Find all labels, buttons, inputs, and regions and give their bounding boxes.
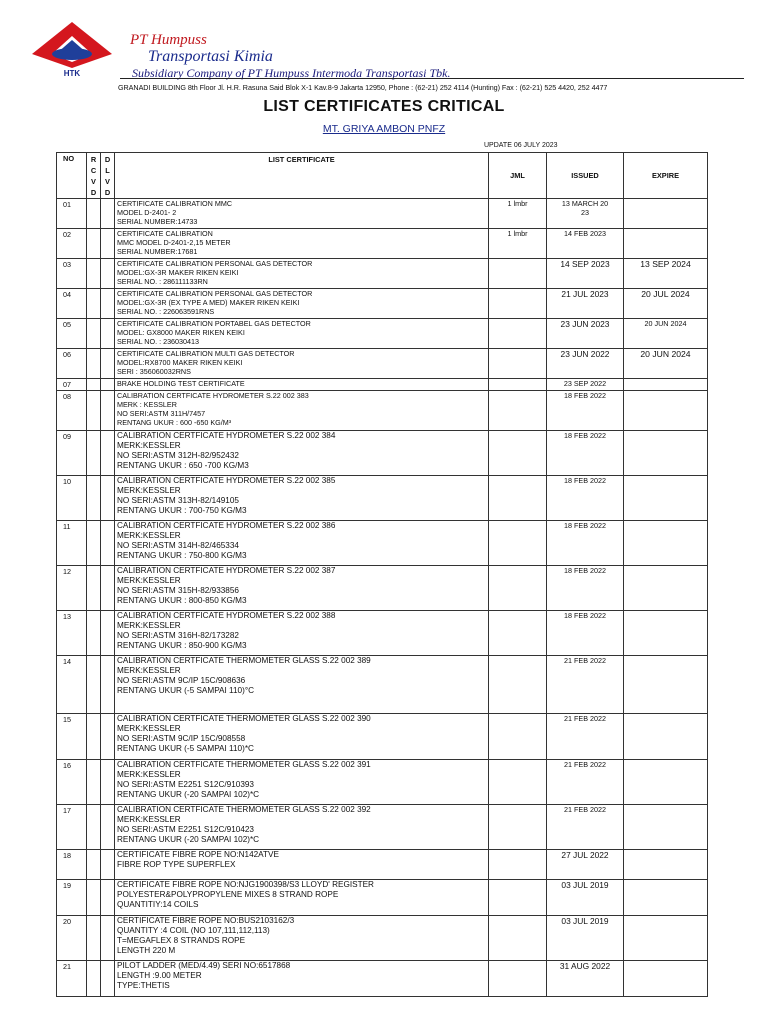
issued-date: 23 JUN 2023 bbox=[547, 319, 624, 349]
certificate-line: SERI : 356060032RNS bbox=[117, 367, 191, 376]
jml-cell bbox=[489, 379, 547, 391]
certificate-line: POLYESTER&POLYPROPYLENE MIXES 8 STRAND ROPE bbox=[117, 890, 339, 899]
dlvd-cell bbox=[101, 289, 115, 319]
certificate-line: CERTIFICATE FIBRE ROPE NO:NJG1900398/S3 LLOYD' REGISTER bbox=[117, 880, 374, 889]
table-row bbox=[57, 431, 708, 476]
row-number: 05 bbox=[57, 319, 87, 349]
table-row bbox=[57, 916, 708, 961]
rcvd-cell bbox=[87, 349, 101, 379]
row-number: 19 bbox=[57, 880, 87, 916]
certificate-line: SERIAL NO. : 286111133RN bbox=[117, 277, 208, 286]
certificate-description bbox=[115, 611, 489, 656]
jml-cell bbox=[489, 880, 547, 916]
rcvd-cell bbox=[87, 961, 101, 997]
dlvd-cell bbox=[101, 476, 115, 521]
expire-date bbox=[624, 714, 708, 760]
table-row bbox=[57, 289, 708, 319]
expire-date: 13 SEP 2024 bbox=[624, 259, 708, 289]
expire-date bbox=[624, 916, 708, 961]
issued-date: 14 FEB 2023 bbox=[547, 229, 624, 259]
rcvd-cell bbox=[87, 850, 101, 880]
rcvd-cell bbox=[87, 566, 101, 611]
issued-date: 18 FEB 2022 bbox=[547, 476, 624, 521]
expire-date bbox=[624, 961, 708, 997]
update-date: UPDATE 06 JULY 2023 bbox=[484, 142, 558, 149]
certificate-line: CERTIFICATE FIBRE ROPE NO:N142ATVE bbox=[117, 850, 279, 859]
row-number: 01 bbox=[57, 199, 87, 229]
certificate-line: CALIBRATION CERTFICATE HYDROMETER S.22 002 385 bbox=[117, 476, 336, 485]
jml-cell bbox=[489, 805, 547, 850]
jml-cell bbox=[489, 289, 547, 319]
certificate-line: NO SERI:ASTM E2251 S12C/910393 bbox=[117, 780, 254, 789]
table-row bbox=[57, 714, 708, 760]
certificate-description bbox=[115, 199, 489, 229]
certificate-line: RENTANG UKUR (-20 SAMPAI 102)*C bbox=[117, 835, 260, 844]
row-number: 06 bbox=[57, 349, 87, 379]
certificate-description bbox=[115, 521, 489, 566]
issued-date: 27 JUL 2022 bbox=[547, 850, 624, 880]
dlvd-cell bbox=[101, 656, 115, 714]
jml-cell bbox=[489, 319, 547, 349]
row-number: 04 bbox=[57, 289, 87, 319]
jml-cell bbox=[489, 656, 547, 714]
jml-cell bbox=[489, 521, 547, 566]
dlvd-cell bbox=[101, 199, 115, 229]
row-number: 13 bbox=[57, 611, 87, 656]
jml-cell bbox=[489, 916, 547, 961]
certificate-line: MERK:KESSLER bbox=[117, 576, 181, 585]
certificate-line: CERTIFICATE CALIBRATION bbox=[117, 229, 213, 238]
row-number: 10 bbox=[57, 476, 87, 521]
col-header-no: NO bbox=[57, 153, 87, 199]
table-header-row bbox=[57, 153, 708, 199]
table-row bbox=[57, 349, 708, 379]
certificate-description bbox=[115, 566, 489, 611]
certificate-line: MERK:KESSLER bbox=[117, 621, 181, 630]
certificate-line: RENTANG UKUR : 750-800 KG/M3 bbox=[117, 551, 247, 560]
certificate-line: MMC MODEL D-2401-2,15 METER bbox=[117, 238, 231, 247]
rcvd-cell bbox=[87, 760, 101, 805]
certificate-line: MERK : KESSLER bbox=[117, 400, 177, 409]
certificate-line: NO SERI:ASTM 311H/7457 bbox=[117, 409, 206, 418]
dlvd-cell bbox=[101, 431, 115, 476]
dlvd-cell bbox=[101, 850, 115, 880]
certificate-line: CALIBRATION CERTFICATE THERMOMETER GLASS S.22 002 389 bbox=[117, 656, 371, 665]
rcvd-cell bbox=[87, 259, 101, 289]
issued-date: 21 FEB 2022 bbox=[547, 714, 624, 760]
certificate-line: NO SERI:ASTM 314H-82/465334 bbox=[117, 541, 239, 550]
certificate-line: CALIBRATION CERTFICATE THERMOMETER GLASS S.22 002 391 bbox=[117, 760, 371, 769]
rcvd-cell bbox=[87, 379, 101, 391]
certificate-line: CERTIFICATE CALIBRATION MULTI GAS DETECTOR bbox=[117, 349, 295, 358]
rcvd-cell bbox=[87, 199, 101, 229]
certificate-line: CALIBRATION CERTFICATE THERMOMETER GLASS S.22 002 392 bbox=[117, 805, 371, 814]
expire-date bbox=[624, 611, 708, 656]
expire-date bbox=[624, 805, 708, 850]
dlvd-cell bbox=[101, 566, 115, 611]
dlvd-cell bbox=[101, 760, 115, 805]
issued-date: 21 FEB 2022 bbox=[547, 760, 624, 805]
certificate-line: NO SERI:ASTM 316H-82/173282 bbox=[117, 631, 239, 640]
issued-date: 03 JUL 2019 bbox=[547, 916, 624, 961]
subsidiary-line: Subsidiary Company of PT Humpuss Intermoda Transportasi Tbk. bbox=[132, 66, 451, 80]
table-row bbox=[57, 760, 708, 805]
table-row bbox=[57, 656, 708, 714]
dlvd-cell bbox=[101, 379, 115, 391]
certificate-line: RENTANG UKUR : 600 -650 KG/M³ bbox=[117, 418, 232, 427]
issued-date: 14 SEP 2023 bbox=[547, 259, 624, 289]
table-row bbox=[57, 805, 708, 850]
rcvd-cell bbox=[87, 431, 101, 476]
rcvd-cell bbox=[87, 476, 101, 521]
rcvd-cell bbox=[87, 916, 101, 961]
table-row bbox=[57, 880, 708, 916]
table-row bbox=[57, 566, 708, 611]
company-address: GRANADI BUILDING 8th Floor Jl. H.R. Rasuna Said Blok X-1 Kav.8-9 Jakarta 12950, Phone : (62-21) 252 4114 (Hunting) Fax : (62-21) 525 4420, 252 4477 bbox=[118, 83, 608, 92]
row-number: 17 bbox=[57, 805, 87, 850]
dlvd-cell bbox=[101, 259, 115, 289]
table-row bbox=[57, 199, 708, 229]
jml-cell bbox=[489, 259, 547, 289]
certificate-line: NO SERI:ASTM E2251 S12C/910423 bbox=[117, 825, 254, 834]
row-number: 11 bbox=[57, 521, 87, 566]
dlvd-cell bbox=[101, 714, 115, 760]
issued-date: 21 FEB 2022 bbox=[547, 805, 624, 850]
certificate-line: BRAKE HOLDING TEST CERTIFICATE bbox=[117, 379, 245, 388]
document-title: LIST CERTIFICATES CRITICAL bbox=[263, 98, 505, 115]
certificate-line: MERK:KESSLER bbox=[117, 770, 181, 779]
certificate-line: CERTIFICATE CALIBRATION PERSONAL GAS DETECTOR bbox=[117, 289, 313, 298]
expire-date bbox=[624, 229, 708, 259]
certificate-line: NO SERI:ASTM 9C/IP 15C/908558 bbox=[117, 734, 246, 743]
certificate-line: CALIBRATION CERTFICATE HYDROMETER S.22 002 388 bbox=[117, 611, 336, 620]
col-header-dlvd: D L V D bbox=[101, 153, 115, 199]
expire-date bbox=[624, 379, 708, 391]
certificate-description bbox=[115, 880, 489, 916]
letterhead bbox=[0, 0, 768, 100]
expire-date: 20 JUN 2024 bbox=[624, 349, 708, 379]
certificate-line: PILOT LADDER (MED/4.49) SERI NO:6517868 bbox=[117, 961, 291, 970]
jml-cell bbox=[489, 611, 547, 656]
expire-date bbox=[624, 521, 708, 566]
certificate-line: CERTIFICATE CALIBRATION PORTABEL GAS DETECTOR bbox=[117, 319, 311, 328]
certificate-line: MODEL:GX-3R (EX TYPE A MED) MAKER RIKEN KEIKI bbox=[117, 298, 300, 307]
certificate-description bbox=[115, 656, 489, 714]
dlvd-cell bbox=[101, 391, 115, 431]
certificate-line: MODEL D-2401- 2 bbox=[117, 208, 177, 217]
expire-date bbox=[624, 431, 708, 476]
col-header-certificate: LIST CERTIFICATE bbox=[115, 153, 489, 199]
certificate-line: RENTANG UKUR (-20 SAMPAI 102)*C bbox=[117, 790, 260, 799]
expire-date bbox=[624, 566, 708, 611]
rcvd-cell bbox=[87, 521, 101, 566]
row-number: 15 bbox=[57, 714, 87, 760]
certificate-line: SERIAL NUMBER:17681 bbox=[117, 247, 198, 256]
certificate-description bbox=[115, 391, 489, 431]
certificate-line: RENTANG UKUR : 800-850 KG/M3 bbox=[117, 596, 247, 605]
issued-date: 31 AUG 2022 bbox=[547, 961, 624, 997]
certificate-line: NO SERI:ASTM 313H-82/149105 bbox=[117, 496, 239, 505]
expire-date bbox=[624, 656, 708, 714]
rcvd-cell bbox=[87, 611, 101, 656]
certificate-line: CALIBRATION CERTFICATE HYDROMETER S.22 002 383 bbox=[117, 391, 309, 400]
certificate-line: RENTANG UKUR : 700-750 KG/M3 bbox=[117, 506, 247, 515]
rcvd-cell bbox=[87, 805, 101, 850]
certificate-line: MODEL: GX8000 MAKER RIKEN KEIKI bbox=[117, 328, 245, 337]
dlvd-cell bbox=[101, 916, 115, 961]
expire-date: 20 JUL 2024 bbox=[624, 289, 708, 319]
expire-date bbox=[624, 760, 708, 805]
certificate-line: RENTANG UKUR (-5 SAMPAI 110)°C bbox=[117, 686, 255, 695]
row-number: 03 bbox=[57, 259, 87, 289]
certificate-description bbox=[115, 714, 489, 760]
table-row bbox=[57, 476, 708, 521]
rcvd-cell bbox=[87, 289, 101, 319]
certificate-line: MERK:KESSLER bbox=[117, 486, 181, 495]
row-number: 07 bbox=[57, 379, 87, 391]
row-number: 12 bbox=[57, 566, 87, 611]
jml-cell bbox=[489, 476, 547, 521]
jml-cell: 1 lmbr bbox=[489, 199, 547, 229]
table-row bbox=[57, 391, 708, 431]
company-name-line1: PT Humpuss bbox=[130, 32, 207, 48]
certificate-line: MERK:KESSLER bbox=[117, 666, 181, 675]
jml-cell bbox=[489, 566, 547, 611]
issued-date: 18 FEB 2022 bbox=[547, 521, 624, 566]
table-row bbox=[57, 521, 708, 566]
certificate-line: LENGTH :9.00 METER bbox=[117, 971, 202, 980]
row-number: 21 bbox=[57, 961, 87, 997]
certificate-line: MERK:KESSLER bbox=[117, 815, 181, 824]
certificate-description bbox=[115, 805, 489, 850]
col-header-expire: EXPIRE bbox=[624, 153, 708, 199]
certificate-description bbox=[115, 476, 489, 521]
jml-cell bbox=[489, 714, 547, 760]
certificate-line: CERTIFICATE FIBRE ROPE NO:BUS2103162/3 bbox=[117, 916, 295, 925]
issued-date: 03 JUL 2019 bbox=[547, 880, 624, 916]
vessel-name: MT. GRIYA AMBON PNFZ bbox=[322, 123, 446, 135]
rcvd-cell bbox=[87, 319, 101, 349]
col-header-jml: JML bbox=[489, 153, 547, 199]
table-row bbox=[57, 229, 708, 259]
table-row bbox=[57, 319, 708, 349]
issued-date: 18 FEB 2022 bbox=[547, 391, 624, 431]
certificate-line: CERTIFICATE CALIBRATION PERSONAL GAS DETECTOR bbox=[117, 259, 313, 268]
issued-date: 23 SEP 2022 bbox=[547, 379, 624, 391]
row-number: 16 bbox=[57, 760, 87, 805]
expire-date bbox=[624, 391, 708, 431]
col-header-rcvd: R C V D bbox=[87, 153, 101, 199]
row-number: 14 bbox=[57, 656, 87, 714]
certificate-line: RENTANG UKUR : 850-900 KG/M3 bbox=[117, 641, 247, 650]
table-row bbox=[57, 379, 708, 391]
expire-date: 20 JUN 2024 bbox=[624, 319, 708, 349]
certificate-line: CALIBRATION CERTFICATE HYDROMETER S.22 002 386 bbox=[117, 521, 336, 530]
issued-date: 18 FEB 2022 bbox=[547, 566, 624, 611]
certificate-description bbox=[115, 259, 489, 289]
certificate-line: CALIBRATION CERTFICATE THERMOMETER GLASS S.22 002 390 bbox=[117, 714, 371, 723]
issued-date: 18 FEB 2022 bbox=[547, 611, 624, 656]
jml-cell bbox=[489, 961, 547, 997]
jml-cell bbox=[489, 431, 547, 476]
certificate-description bbox=[115, 760, 489, 805]
issued-date: 13 MARCH 20 23 bbox=[547, 199, 624, 229]
certificate-line: TYPE:THETIS bbox=[117, 981, 170, 990]
certificate-line: MERK:KESSLER bbox=[117, 531, 181, 540]
header-divider bbox=[120, 78, 744, 79]
row-number: 02 bbox=[57, 229, 87, 259]
table-row bbox=[57, 611, 708, 656]
rcvd-cell bbox=[87, 880, 101, 916]
table-row bbox=[57, 961, 708, 997]
row-number: 08 bbox=[57, 391, 87, 431]
certificate-description bbox=[115, 289, 489, 319]
certificate-line: SERIAL NO. : 226063591RNS bbox=[117, 307, 215, 316]
row-number: 18 bbox=[57, 850, 87, 880]
expire-date bbox=[624, 880, 708, 916]
certificate-line: NO SERI:ASTM 315H-82/933856 bbox=[117, 586, 239, 595]
certificate-description bbox=[115, 961, 489, 997]
dlvd-cell bbox=[101, 611, 115, 656]
jml-cell bbox=[489, 349, 547, 379]
certificate-line: CALIBRATION CERTFICATE HYDROMETER S.22 002 387 bbox=[117, 566, 336, 575]
certificate-line: LENGTH 220 M bbox=[117, 946, 176, 955]
certificate-line: SERIAL NUMBER:14733 bbox=[117, 217, 198, 226]
dlvd-cell bbox=[101, 229, 115, 259]
certificate-line: CERTIFICATE CALIBRATION MMC bbox=[117, 199, 233, 208]
certificate-line: FIBRE ROP TYPE SUPERFLEX bbox=[117, 860, 236, 869]
jml-cell bbox=[489, 850, 547, 880]
certificate-line: MODEL:RX8700 MAKER RIKEN KEIKI bbox=[117, 358, 243, 367]
jml-cell bbox=[489, 391, 547, 431]
jml-cell: 1 lmbr bbox=[489, 229, 547, 259]
certificate-description bbox=[115, 850, 489, 880]
expire-date bbox=[624, 850, 708, 880]
certificate-line: NO SERI:ASTM 9C/IP 15C/908636 bbox=[117, 676, 246, 685]
certificate-line: QUANTITY :4 COIL (NO 107,111,112,113) bbox=[117, 926, 270, 935]
certificate-table-body bbox=[57, 199, 708, 997]
expire-date bbox=[624, 476, 708, 521]
row-number: 09 bbox=[57, 431, 87, 476]
certificate-line: NO SERI:ASTM 312H-82/952432 bbox=[117, 451, 239, 460]
rcvd-cell bbox=[87, 656, 101, 714]
table-row bbox=[57, 850, 708, 880]
certificate-line: CALIBRATION CERTFICATE HYDROMETER S.22 002 384 bbox=[117, 431, 336, 440]
certificate-description bbox=[115, 379, 489, 391]
dlvd-cell bbox=[101, 880, 115, 916]
certificate-description bbox=[115, 916, 489, 961]
certificate-description bbox=[115, 349, 489, 379]
dlvd-cell bbox=[101, 961, 115, 997]
certificate-line: MODEL:GX-3R MAKER RIKEN KEIKI bbox=[117, 268, 239, 277]
certificate-table bbox=[56, 152, 708, 997]
table-row bbox=[57, 259, 708, 289]
row-number: 20 bbox=[57, 916, 87, 961]
issued-date: 21 JUL 2023 bbox=[547, 289, 624, 319]
certificate-line: MERK:KESSLER bbox=[117, 441, 181, 450]
jml-cell bbox=[489, 760, 547, 805]
certificate-description bbox=[115, 431, 489, 476]
issued-date: 18 FEB 2022 bbox=[547, 431, 624, 476]
rcvd-cell bbox=[87, 229, 101, 259]
dlvd-cell bbox=[101, 349, 115, 379]
htk-logo-icon bbox=[26, 18, 118, 80]
col-header-issued: ISSUED bbox=[547, 153, 624, 199]
company-name-line2: Transportasi Kimia bbox=[148, 48, 273, 65]
svg-text:HTK: HTK bbox=[63, 69, 81, 78]
certificate-description bbox=[115, 319, 489, 349]
expire-date bbox=[624, 199, 708, 229]
certificate-line: SERIAL NO. : 236030413 bbox=[117, 337, 200, 346]
issued-date: 23 JUN 2022 bbox=[547, 349, 624, 379]
certificate-line: RENTANG UKUR : 650 -700 KG/M3 bbox=[117, 461, 249, 470]
certificate-line: MERK:KESSLER bbox=[117, 724, 181, 733]
certificate-line: RENTANG UKUR (-5 SAMPAI 110)*C bbox=[117, 744, 254, 753]
rcvd-cell bbox=[87, 714, 101, 760]
dlvd-cell bbox=[101, 319, 115, 349]
issued-date: 21 FEB 2022 bbox=[547, 656, 624, 714]
certificate-line: QUANTITIY:14 COILS bbox=[117, 900, 199, 909]
dlvd-cell bbox=[101, 805, 115, 850]
certificate-line: T=MEGAFLEX 8 STRANDS ROPE bbox=[117, 936, 246, 945]
rcvd-cell bbox=[87, 391, 101, 431]
certificate-description bbox=[115, 229, 489, 259]
dlvd-cell bbox=[101, 521, 115, 566]
